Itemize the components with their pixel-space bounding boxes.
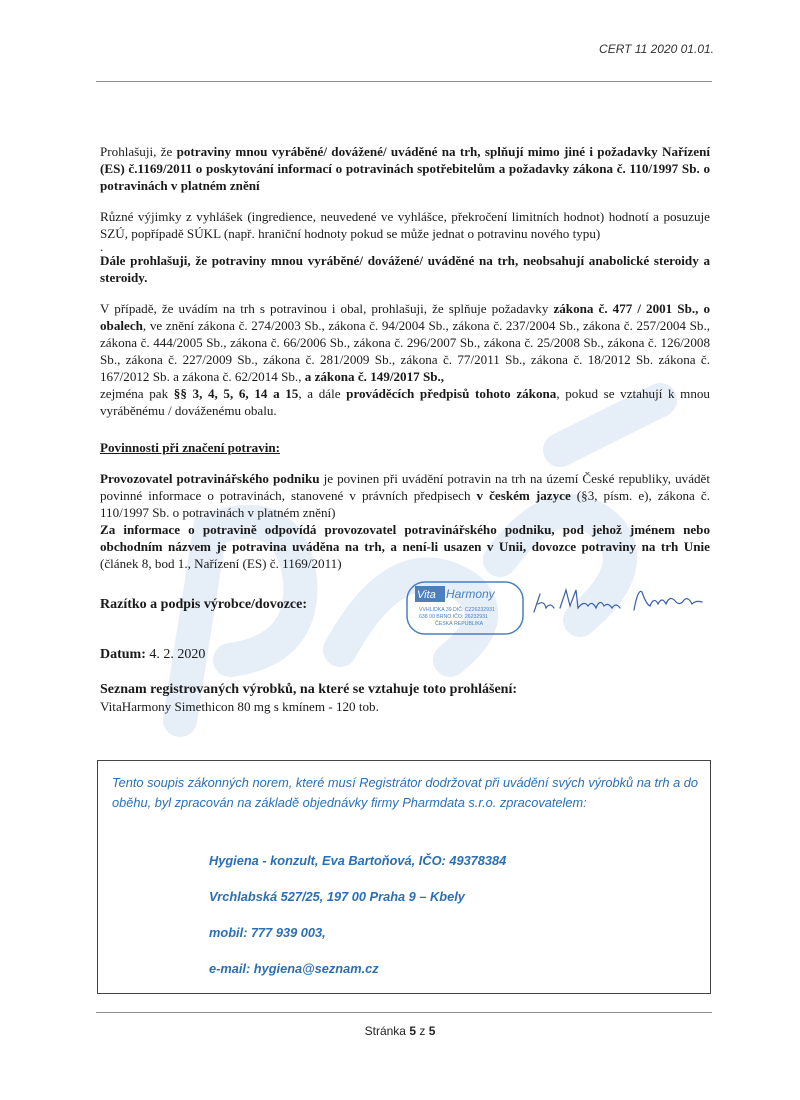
svg-text:ČESKÁ REPUBLIKA: ČESKÁ REPUBLIKA: [435, 621, 484, 627]
compiler-email: e-mail: hygiena@seznam.cz: [209, 961, 379, 976]
svg-text:VVHLIDKA 39 DIČ: CZ26232931: VVHLIDKA 39 DIČ: CZ26232931: [419, 607, 495, 613]
product-list-heading: Seznam registrovaných výrobků, na které se vztahuje toto prohlášení:: [100, 682, 518, 697]
company-stamp: [405, 580, 525, 636]
page-number: Stránka 5 z 5: [364, 1024, 436, 1038]
svg-text:638 00 BRNO IČO: 26232931: 638 00 BRNO IČO: 26232931: [419, 614, 488, 620]
declaration-paragraph-1: Prohlašuji, že potraviny mnou vyráběné/ dovážené/ uváděné na trh, splňují mimo jiné i požadavky Nařízení (ES) č.1169/2011 o poskytování informací o potravinách spotřebitelům a požadavky zákona č. 110/1997 Sb. o potravinách v platném znění: [100, 144, 710, 193]
compiler-info-box: [97, 760, 711, 994]
packaging-paragraph: V případě, že uvádím na trh s potravinou i obal, prohlašuji, že splňuje požadavky zákona č. 477 / 2001 Sb., o obalech, ve znění zákona č. 274/2003 Sb., zákona č. 94/2004 Sb., zákona č. 237/2004 Sb., zákona č. 257/2004 Sb., zákona č. 444/2005 Sb., zákona č. 66/2006 Sb., zákona č. 296/2007 Sb., zákona č. 25/2008 Sb., zákona č. 126/2008 Sb., zákona č. 227/2009 Sb., zákona č. 281/2009 Sb., zákona č. 77/2011 Sb., zákona č. 18/2012 Sb. zákona č. 167/2012 Sb. a zákona č. 62/2014 Sb., a zákona č. 149/2017 Sb., zejména pak §§ 3, 4, 5, 6, 14 a 15, a dále prováděcích předpisů tohoto zákona, pokud se vztahují k mnou vyráběnému / dováženému obalu.: [100, 301, 711, 418]
product-item: VitaHarmony Simethicon 80 mg s kmínem - 120 tob.: [100, 699, 379, 714]
declaration-paragraph-2: Různé výjimky z vyhlášek (ingredience, neuvedené ve vyhlášce, překročení limitních hodnot) hodnotí a posuzuje SZÚ, popřípadě SÚKL (např. hraniční hodnoty pokud se může jednat o potravinu nového typu): [100, 209, 710, 241]
header-divider: [96, 81, 712, 82]
section-heading: Povinnosti při značení potravin:: [100, 440, 281, 455]
svg-text:Vita: Vita: [417, 589, 436, 601]
stamp-signature-row: [100, 588, 710, 634]
date-label: Datum:: [100, 647, 146, 662]
footer-divider: [96, 1012, 712, 1013]
date-value: 4. 2. 2020: [145, 647, 206, 662]
handwritten-signature: [530, 582, 710, 622]
compiler-address: Vrchlabská 527/25, 197 00 Praha 9 – Kbely: [209, 889, 465, 904]
svg-text:Harmony: Harmony: [446, 587, 495, 601]
labeling-paragraph: Provozovatel potravinářského podniku je povinen při uvádění potravin na trh na území České republiky, uvádět povinné informace o potravinách, stanovené v právních předpisech v českém jazyce (§3, písm. e), zákona č. 110/1997 Sb. o potravinách v platném znění) Za informace o potravině odpovídá provozovatel potravinářského podniku, pod jehož jménem nebo obchodním názvem je potravina uváděna na trh, a není-li usazen v Unii, dovozce potraviny na trh Unie (článek 8, bod 1., Nařízení (ES) č. 1169/2011): [100, 471, 710, 571]
dot-marker: .: [100, 239, 104, 254]
declaration-body: [100, 143, 710, 715]
stamp-label: Razítko a podpis výrobce/dovozce:: [100, 597, 308, 612]
compiler-intro: Tento soupis zákonných norem, které musí Registrátor dodržovat při uvádění svých výrobků na trh a do oběhu, byl zpracován na základě objednávky firmy Pharmdata s.r.o. zpracovatelem:: [112, 775, 698, 810]
compiler-company: Hygiena - konzult, Eva Bartoňová, IČO: 49378384: [209, 853, 507, 868]
certificate-id: CERT 11 2020 01.01.: [599, 42, 714, 56]
compiler-mobile: mobil: 777 939 003,: [209, 925, 326, 940]
date-line: [100, 646, 710, 663]
declaration-paragraph-steroids: Dále prohlašuji, že potraviny mnou vyráběné/ dovážené/ uváděné na trh, neobsahují anabolické steroidy a steroidy.: [100, 253, 710, 285]
